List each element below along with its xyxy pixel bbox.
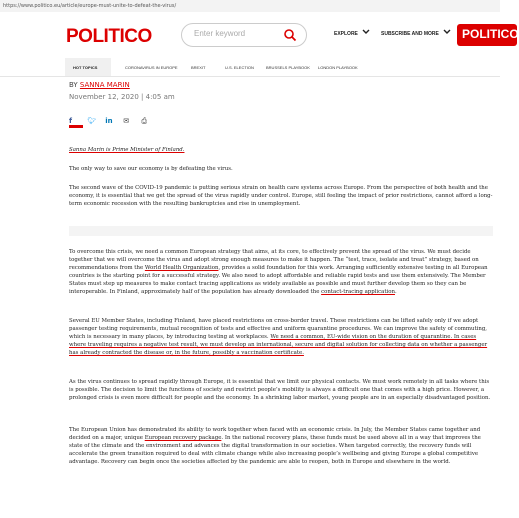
search-input[interactable] [181,23,307,47]
paragraph-2: The second wave of the COVID-19 pandemic is putting serious strain on health care systems across Europe. From the perspective of both health and the economy, it is essential that we get the spread of the virus rapidly under control. Europe, still feeling the impact of prior restrictions, cannot afford a long-term economic recession with the resulting bankruptcies and rise in unemployment. [69,185,493,207]
subscribe-label: SUBSCRIBE AND MORE [381,31,439,37]
hot-topics-tab[interactable] [65,58,111,76]
topic-us-election[interactable]: U.S. ELECTION [225,65,254,70]
divider-accent [69,125,83,128]
subscribe-menu[interactable] [381,29,451,37]
site-header [0,12,519,58]
share-bar [69,108,154,125]
topic-coronavirus[interactable]: CORONAVIRUS IN EUROPE [125,65,178,70]
p3-text-c: . [394,289,397,295]
contact-tracing-link[interactable]: contact-tracing application [321,289,395,295]
topic-brussels-playbook[interactable]: BRUSSELS PLAYBOOK [266,65,310,70]
hot-topics-label: HOT TOPICS [73,65,98,70]
chevron-down-icon [362,29,370,35]
publish-date: November 12, 2020 | 4:05 am [69,93,175,101]
topic-london-playbook[interactable]: LONDON PLAYBOOK [318,65,358,70]
topics-nav [0,58,500,77]
print-icon[interactable]: ⎙ [141,117,147,125]
search-icon[interactable] [283,28,297,42]
author-note [69,146,493,154]
paragraph-4 [69,317,493,357]
url-text: https://www.politico.eu/article/europe-must-unite-to-defeat-the-virus/ [3,3,177,9]
paragraph-5: As the virus continues to spread rapidly through Europe, it is essential that we limit our physical contacts. We must work remotely in all tasks where this is possible. The decision to limit the functions of society and restrict people’s mobility is always a difficult one that comes with a high price. However, a prolonged crisis is even more difficult for people and the economy. In a shrinking labor market, young people are in an especially disadvantaged position. [69,379,491,401]
explore-menu[interactable] [334,29,370,37]
p6-text-a: The European Union has demonstrated its ability to work together when faced with an economic crisis. In July, the Member States came together and decided on a major, unique [69,427,481,441]
p4-text-a: Several EU Member States, including Finland, have placed restrictions on cross-border travel. These restrictions can be lifted safely only if we adopt passenger testing requirements, mutual recognition of tests and effective and uniform quarantine procedures. We can improve the safety of commuting, which is necessary in many places, by introducing testing at workplaces. [69,318,488,340]
p3-text-a: To overcome this crisis, we need a common European strategy that aims, at its core, to effectively prevent the spread of the virus. We must decide together that we will overcome the virus and adopt strong enough measures to make it happen. The “test, trace, isolate and treat” strategy, based on recommendations from the [69,249,479,271]
byline-prefix: BY [69,81,80,89]
topic-brexit[interactable]: BREXIT [191,65,206,70]
who-link[interactable]: World Health Organization [144,265,219,271]
p6-text-b: . In the national recovery plans, these funds must be used above all in a way that improves the state of the climate and the environment and advances the digital transformation in our societies. When targeted correctly, the recovery funds will accelerate the green transition required to deal with climate change while also increasing people’s wellbeing and giving Europe a global competitive advantage. Recovery can begin once the societies affected by the pandemic are able to reopen, both in Europe and elsewhere in the world. [69,435,481,465]
search-placeholder: Enter keyword [194,29,246,38]
paragraph-1: The only way to save our economy is by defeating the virus. [69,166,233,172]
highlighted-quote-link[interactable]: We need a common, EU-wide vision on the duration of quarantine. In cases where traveling requires a negative test result, we must develop an international, secure and digital solution for collecting data on whether a passenger has already contracted the disease or, in the future, possibly a vaccination certificate. [69,334,488,356]
paragraph-3 [69,248,493,296]
politico-logo[interactable]: POLITICO [66,26,152,47]
author-link[interactable]: SANNA MARIN [79,81,130,89]
author-note-text: Sanna Marin is Prime Minister of Finland. [69,147,185,153]
chevron-down-icon [443,29,451,35]
recovery-package-link[interactable]: European recovery package [144,435,222,441]
linkedin-icon[interactable]: in [105,117,113,125]
politico-pro-label: POLITICO [462,27,519,41]
facebook-icon[interactable]: f [69,117,73,125]
twitter-icon[interactable]: 🐦︎ [87,117,96,125]
ad-spacer [69,226,493,236]
p3-text-b: , provides a solid foundation for this work. Arranging sufficiently extensive testing in all European countries is the starting point for a successful strategy. We also need to adopt affordable and reliable rapid tests and use them extensively. The Member States must step up measures to make contact tracing applications as widely available as possible and must further develop them so they can be interoperable. In Finland, approximately half of the population has already downloaded the [69,265,488,295]
politico-pro-logo[interactable] [457,24,517,46]
explore-label: EXPLORE [334,31,358,37]
byline [69,81,130,89]
email-icon[interactable]: ✉ [123,117,130,125]
paragraph-6 [69,426,493,466]
